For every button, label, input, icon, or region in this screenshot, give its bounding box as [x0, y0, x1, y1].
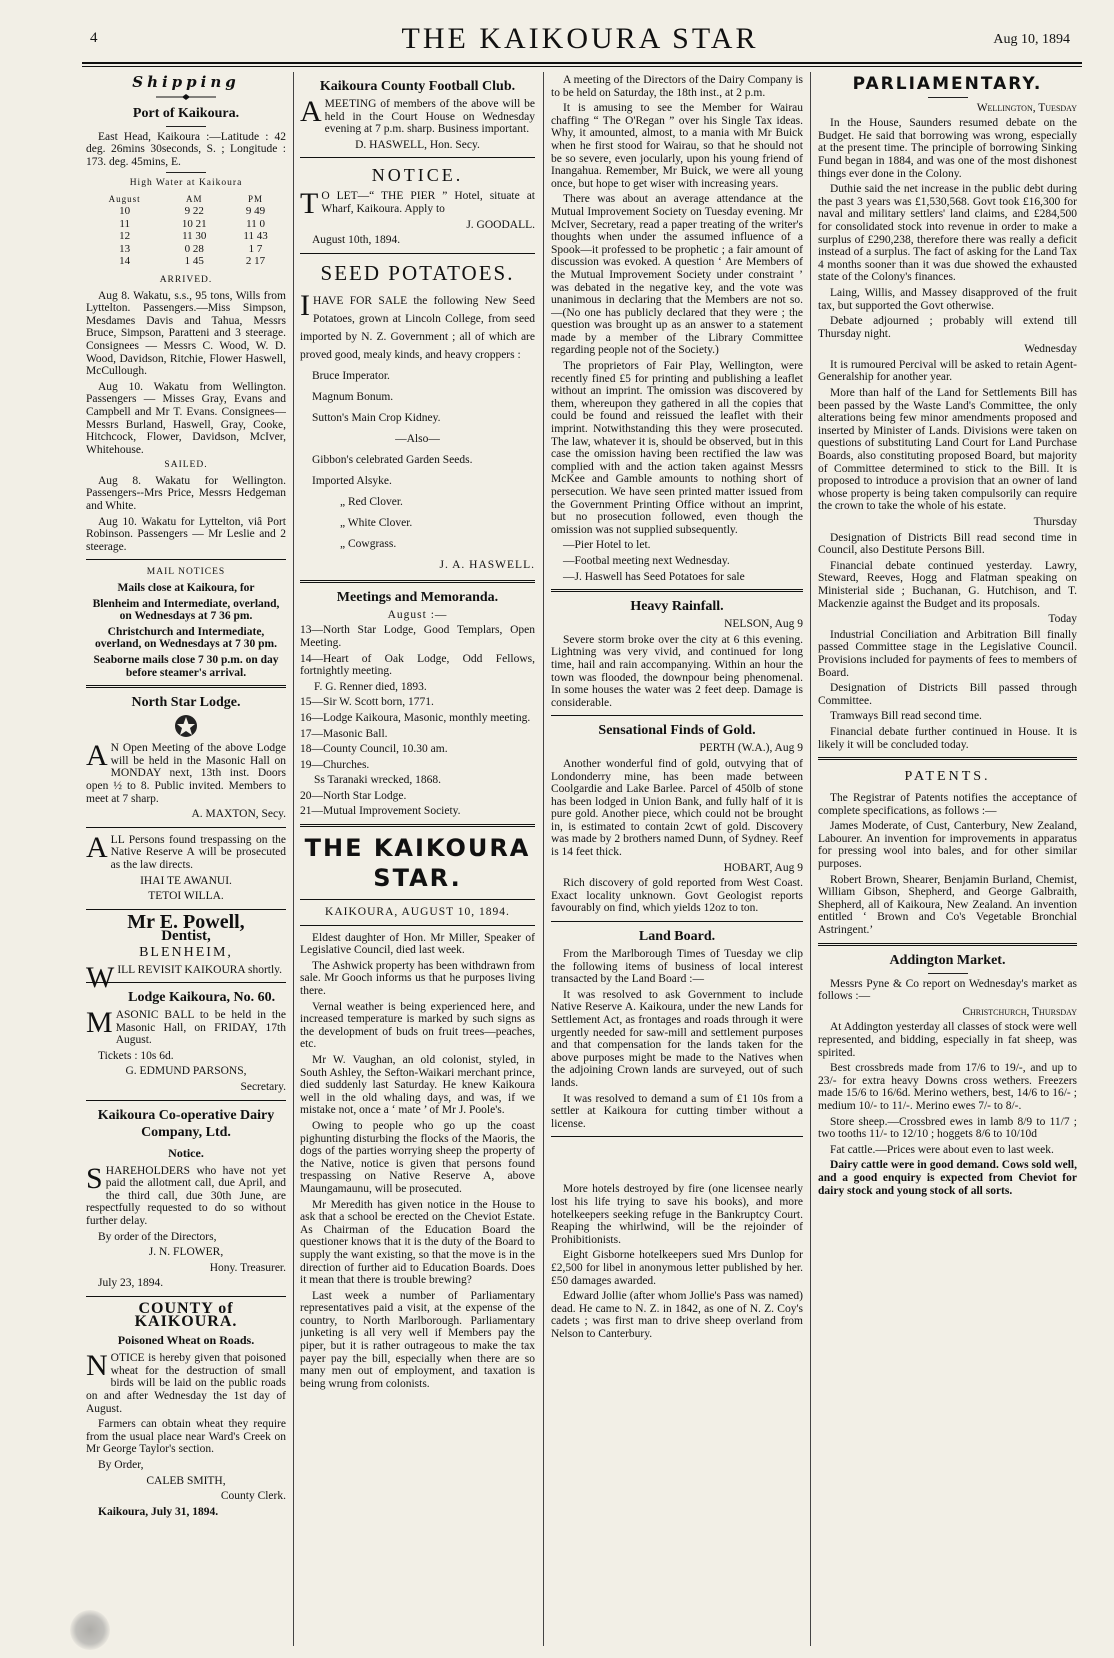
rainfall-body: Severe storm broke over the city at 6 this evening. Lightning was very vivid, and continued for long time, hail and rain accompanying. Within an hour the town was flooded, the downpour being phenomenal. In some houses the water was 2 feet deep. Damage is considerable. — [551, 633, 803, 709]
editorial-dateline: KAIKOURA, AUGUST 10, 1894. — [325, 906, 510, 919]
seed-body: HAVE FOR SALE the following New Seed Potatoes, grown at Lincoln College, from seed imported by N. Z. Government ; all of which are proved good, mealy kinds, and heavy croppers : — [300, 294, 535, 361]
brief-item: —Pier Hotel to let. — [563, 539, 651, 552]
football-body: MEETING of members of the above will be held in the Court House on Wednesday evening at 7 p.m. sharp. Business important. — [324, 98, 535, 136]
parliament-paragraph: Debate adjourned ; probably will extend till Thursday night. — [818, 315, 1077, 340]
county-order: By Order, — [98, 1458, 144, 1471]
land-paragraph: From the Marlborough Times of Tuesday we clip the following items of business of local interest transacted by the Land Board :— — [551, 948, 803, 986]
drop-cap: I — [300, 288, 310, 322]
lodge-emblem-icon — [174, 714, 198, 738]
tide-table — [86, 193, 286, 268]
county-subheading: Poisoned Wheat on Roads. — [117, 1333, 255, 1348]
drop-cap: A — [86, 739, 108, 773]
tide-col-header: AM — [185, 193, 203, 204]
column-divider — [293, 72, 294, 1646]
tide-row — [86, 255, 286, 268]
arrival-entry: Aug 10. Wakatu from Wellington. Passengers — Misses Gray, Evans and Campbell and Mr T. Evans. Consignees—Messrs Burland, Haswell, Gray, Cooke, Hitchcock, Flower, Davidson, McIver, Whitehouse. — [86, 380, 286, 456]
editorial-paragraph: Last week a number of Parliamentary representatives paid a visit, at the expense of the country, to North Marlborough. Parliamentary junketing is all very well if Members pay the piper, but it is rather outrageous to make the tax payer pay the bill, especially when there are so many men out of employment, and taxation is being wrung from colonists. — [300, 1289, 535, 1390]
meeting-item: 19—Churches. — [300, 758, 370, 771]
parliament-dateline: Today — [1048, 613, 1077, 626]
trespass-signature: IHAI TE AWANUI. — [140, 874, 232, 887]
land-heading: Land Board. — [638, 929, 716, 945]
tide-row — [86, 205, 286, 218]
parliament-dateline: Thursday — [1033, 516, 1077, 528]
parliament-paragraph: Financial debate continued yesterday. Lawry, Steward, Reeves, Hogg and Flatman speaking on Ministerial side ; Buchanan, G. Hutchison, and T. Mackenzie against the Budget and its proposals. — [818, 559, 1077, 610]
separator — [86, 909, 286, 910]
dairy-notice: Notice. — [168, 1145, 204, 1160]
parliament-paragraph: More than half of the Land for Settlements Bill has been passed by the Waste Land's Committee, the only alterations being few minor amendments proposed and inserted by Minister of Lands. Divisions were taken on questions of substituting Land Court for Land Purchase Boards, also constituting proposed Board, but majority of Committee determined to stick to the Bill. It is proposed to introduce a provision that an owner of land whose property is being taken compulsorily can require the crown to take the whole of his estate. — [818, 387, 1077, 513]
dairy-role: Hony. Treasurer. — [209, 1261, 286, 1274]
powell-body: ILL REVISIT KAIKOURA shortly. — [117, 963, 283, 976]
tide-row — [86, 218, 286, 231]
drop-cap: A — [300, 95, 322, 128]
tide-cell: 11 — [119, 217, 130, 230]
seed-ditto-item: „ Cowgrass. — [340, 537, 397, 550]
meeting-item: 17—Masonic Ball. — [300, 727, 388, 740]
land-paragraph: It was resolved to ask Government to include Native Reserve A. Kaikoura, under the new Lands for Settlement Act, as frontages and roads through it were urgently needed for saw-mill and settlement purposes and that compensation for the lands taken for the above purposes might be made to the Natives when the adjoining Crown lands are surveyed, out of such lands. — [551, 988, 803, 1089]
separator — [86, 1100, 286, 1101]
patents-paragraph: Robert Brown, Shearer, Benjamin Burland, Chemist, William Gibson, Shepherd, and George Galbraith, Shepherd, all of Kaikoura, New Zealand. An invention entitled ‘ Brown and Co's Vegetable Bronchial Astringent.’ — [818, 873, 1077, 937]
mail-line: Blenheim and Intermediate, overland, on Wednesdays at 7 36 pm. — [92, 597, 280, 623]
parliament-heading: PARLIAMENTARY. — [852, 74, 1043, 94]
parliament-paragraph: In the House, Saunders resumed debate on the Budget. He said that borrowing was wrong, especially at the present time. The principle of borrowing Sinking Fund began in 1884, and was one of the most dishonest things ever done in the Colony. — [818, 117, 1077, 180]
meetings-month: August :— — [387, 608, 448, 621]
column-3 — [551, 74, 803, 1644]
editorial-paragraph: Owing to people who go up the coast pighunting disturbing the flocks of the Maoris, the dogs of the parties worrying sheep the property of the Native, notice is given that persons found trespassing on Native Reserve A, above Maungamaunu, will be prosecuted. — [300, 1119, 535, 1195]
trespass-body: LL Persons found trespassing on the Native Reserve A will be prosecuted as the law directs. — [110, 833, 286, 871]
football-signature: D. HASWELL, Hon. Secy. — [355, 138, 480, 151]
gold-body: Another wonderful find of gold, outvying that of Londonderry mine, has been made between Coolgardie and Lake Barlee. Parcel of 450lb of stone has been lodged in Union Bank, and fully half of it is pure gold. Another piece, which could not be brought in, is estimated to contain 2cwt of gold. Discovery was made by 2 brothers named Dunn, of Sydney. Reef is 14 feet thick. — [551, 757, 803, 859]
parliament-dateline: Wellington, Tuesday — [976, 101, 1077, 114]
addington-intro: Messrs Pyne & Co report on Wednesday's market as follows :— — [818, 977, 1077, 1003]
addington-heading: Addington Market. — [889, 952, 1006, 968]
column-divider — [810, 72, 811, 1646]
tide-row — [86, 243, 286, 256]
seed-also: —Also— — [395, 432, 440, 445]
separator — [300, 580, 535, 583]
mail-line: Christchurch and Intermediate, overland, on Wednesdays at 7 30 pm. — [95, 625, 277, 651]
tide-cell: 13 — [119, 242, 131, 255]
tide-cell: 1 7 — [248, 242, 263, 255]
tide-cell: 14 — [119, 255, 131, 268]
tide-cell: 9 22 — [184, 205, 204, 218]
tide-cell: 10 — [119, 205, 131, 218]
tide-title: High Water at Kaikoura — [129, 178, 243, 189]
tide-cell: 11 0 — [246, 217, 265, 230]
ink-stain — [70, 1610, 110, 1650]
football-heading: Kaikoura County Football Club. — [319, 79, 516, 94]
notice-heading: NOTICE. — [371, 165, 464, 186]
drop-cap: A — [86, 830, 108, 864]
meeting-item: 21—Mutual Improvement Society. — [300, 805, 461, 818]
seed-item: Imported Alsyke. — [312, 474, 392, 487]
addington-paragraph: Best crossbreds made from 17/6 to 19/-, and up to 23/- for extra heavy Downs cross wethers. Freezers made 15/6 to 16/6d. Merino wethers, best, 14/6 to 16/- ; medium 10/- to 11/-. Merino ewes 7/- to 8/-. — [818, 1062, 1077, 1112]
separator — [818, 757, 1077, 760]
news-paragraph: The proprietors of Fair Play, Wellington, were recently fined £5 for printing and publishing a leaflet without an imprint. The omission was discovered by them, whereupon they gathered in all the copies that could be found and reissued the leaflet with their imprint. Notwithstanding this they were prosecuted. The law, whatever it is, should be observed, but in this case the omission having been rectified the law was complied with and the action taken against Messrs McKee and Gamble amounts to nothing short of persecution. We have seen printed matter issued from the Government Printing Office without an imprint, but no prosecution followed, even though the omission was not supplied subsequently. — [551, 360, 803, 536]
port-position: East Head, Kaikoura :—Latitude : 42 deg. 26mins 30seconds, S. ; Longitude : 173. deg. 45mins, E. — [86, 130, 286, 168]
rainfall-heading: Heavy Rainfall. — [630, 599, 724, 615]
separator — [86, 827, 286, 828]
drop-cap: W — [86, 960, 115, 994]
meetings-heading: Meetings and Memoranda. — [336, 589, 499, 605]
addington-paragraph: At Addington yesterday all classes of stock were well represented, and bidding, especially in fat sheep, was spirited. — [818, 1021, 1077, 1059]
north-star-signature: A. MAXTON, Secy. — [191, 808, 286, 821]
news-paragraph: Edward Jollie (after whom Jollie's Pass was named) dead. He came to N. Z. in 1842, as one of N. Z. Coy's cadets ; was first man to drive sheep overland from Nelson to Canterbury. — [551, 1290, 803, 1340]
meeting-item: 15—Sir W. Scott born, 1771. — [300, 696, 434, 709]
parliament-paragraph: Laing, Willis, and Massey disapproved of the fruit tax, but supported the Govt otherwise. — [818, 286, 1077, 312]
tide-col-header: PM — [248, 193, 264, 204]
addington-dateline: Christchurch, Thursday — [962, 1005, 1077, 1018]
mail-line: Mails close at Kaikoura, for — [117, 582, 255, 595]
parliament-paragraph: Financial debate further continued in House. It is likely it will be concluded today. — [818, 725, 1077, 751]
notice-signature: J. GOODALL. — [466, 218, 535, 231]
rainfall-dateline: NELSON, Aug 9 — [724, 618, 803, 631]
lodge60-body: ASONIC BALL to be held in the Masonic Hall, on FRIDAY, 17th August. — [115, 1009, 286, 1047]
meeting-item: Ss Taranaki wrecked, 1868. — [314, 774, 442, 787]
brief-item: —J. Haswell has Seed Potatoes for sale — [563, 570, 745, 583]
county-body-2: Farmers can obtain wheat they require from the usual place near Ward's Creek on Mr George Taylor's section. — [86, 1418, 286, 1456]
parliament-paragraph: Designation of Districts Bill read second time in Council, also Destitute Persons Bill. — [818, 531, 1077, 557]
gold-dateline: PERTH (W.A.), Aug 9 — [699, 742, 803, 755]
lodge60-signature: G. EDMUND PARSONS, — [125, 1065, 247, 1078]
drop-cap: T — [300, 187, 319, 221]
brief-item: —Footbal meeting next Wednesday. — [563, 554, 730, 567]
editorial-paragraph: Eldest daughter of Hon. Mr Miller, Speaker of Legislative Council, died last week. — [300, 931, 535, 957]
mail-line: Seaborne mails close 7 30 p.m. on day before steamer's arrival. — [93, 654, 279, 679]
drop-cap: N — [86, 1349, 108, 1383]
port-heading: Port of Kaikoura. — [132, 105, 240, 121]
dairy-order: By order of the Directors, — [98, 1230, 217, 1243]
separator — [86, 685, 286, 688]
separator — [166, 172, 206, 173]
mail-heading: MAIL NOTICES — [146, 567, 226, 578]
news-paragraph: Eight Gisborne hotelkeepers sued Mrs Dunlop for £2,500 for libel in anonymous letter published by her. £50 damages awarded. — [551, 1249, 803, 1287]
seed-item: Bruce Imperator. — [312, 369, 390, 382]
gold-dateline: HOBART, Aug 9 — [723, 861, 803, 874]
tide-cell: 2 17 — [245, 255, 266, 268]
issue-date: Aug 10, 1894 — [993, 32, 1070, 47]
tide-cell: 0 28 — [184, 242, 204, 255]
separator — [86, 982, 286, 983]
tide-row — [86, 230, 286, 243]
masthead — [80, 22, 1080, 56]
separator — [928, 973, 968, 974]
drop-cap: S — [86, 1161, 103, 1195]
separator — [551, 715, 803, 716]
seed-item: Gibbon's celebrated Garden Seeds. — [312, 453, 473, 466]
meeting-item: F. G. Renner died, 1893. — [314, 680, 427, 693]
lodge60-tickets: Tickets : 10s 6d. — [98, 1049, 174, 1062]
editorial-paragraph: Mr W. Vaughan, an old colonist, styled, in South Ashley, the Sefton-Waikari merchant prince, died suddenly last Saturday. He knew Kaikoura well in the old whaling days, and was, if we mistake not, once a ‘ mate ’ of Mr J. Poole's. — [300, 1054, 535, 1117]
dairy-date: July 23, 1894. — [98, 1277, 164, 1290]
parliament-paragraph: Designation of Districts Bill passed through Committee. — [818, 682, 1077, 707]
drop-cap: M — [86, 1006, 113, 1040]
separator — [928, 97, 968, 98]
meeting-item: 14—Heart of Oak Lodge, Odd Fellows, fortnightly meeting. — [300, 652, 535, 678]
lodge60-role: Secretary. — [240, 1081, 286, 1094]
editorial-masthead: THE KAIKOURA STAR. — [304, 834, 531, 893]
separator — [86, 559, 286, 560]
seed-heading: SEED POTATOES. — [320, 260, 515, 285]
parliament-paragraph: It is rumoured Percival will be asked to retain Agent-Generalship for another year. — [818, 358, 1077, 384]
tide-cell: 12 — [119, 230, 131, 243]
addington-paragraph: Fat cattle.—Prices were about even to last week. — [830, 1143, 1054, 1156]
north-star-heading: North Star Lodge. — [131, 695, 241, 711]
lodge60-heading: Lodge Kaikoura, No. 60. — [128, 990, 276, 1006]
notice-date: August 10th, 1894. — [312, 234, 401, 247]
seed-ditto-item: „ White Clover. — [340, 516, 413, 529]
dairy-heading: Kaikoura Co-operative Dairy Company, Ltd. — [97, 1107, 275, 1140]
meeting-item: 20—North Star Lodge. — [300, 789, 407, 802]
tide-cell: 1 45 — [184, 255, 204, 268]
county-heading: COUNTY of KAIKOURA. — [134, 1300, 238, 1330]
seed-signature: J. A. HASWELL. — [439, 558, 535, 571]
land-paragraph: It was resolved to demand a sum of £1 10s from a settler at Kaikoura for cutting timber without a license. — [551, 1092, 803, 1130]
county-role: County Clerk. — [220, 1490, 286, 1503]
parliament-paragraph: Tramways Bill read second time. — [830, 710, 982, 723]
separator — [300, 157, 535, 158]
addington-paragraph: Dairy cattle were in good demand. Cows sold well, and a good enquiry is expected from Cheviot for dairy stock and young stock of all sorts. — [818, 1159, 1077, 1197]
north-star-body: N Open Meeting of the above Lodge will be held in the Masonic Hall on MONDAY next, 13th inst. Doors open ½ to 8. Public invited. Members to meet at 7 sharp. — [86, 742, 286, 805]
arrival-entry: Aug 8. Wakatu, s.s., 95 tons, Wills from Lyttelton. Passengers.—Miss Simpson, Mesdames Davis and Tahua, Messrs Bruce, Simpson, Paratteni and 3 steerage. Consignees — Messrs C. Wood, W. D. Wood, Davidson, Ritchie, Flower Haswell, McCullough. — [86, 289, 286, 378]
column-1 — [86, 74, 286, 1644]
patents-paragraph: James Moderate, of Cust, Canterbury, New Zealand, Labourer. An invention for improvements in apparatus for pressing wool into bales, and for other similar purposes. — [818, 820, 1077, 871]
separator — [551, 921, 803, 922]
tide-cell: 9 49 — [245, 205, 266, 218]
paper-title: THE KAIKOURA STAR — [401, 22, 759, 55]
meeting-item: 13—North Star Lodge, Good Templars, Open Meeting. — [300, 624, 535, 649]
masthead-rule — [82, 62, 1082, 64]
editorial-paragraph: The Ashwick property has been withdrawn from sale. Mr Gooch informs us that he purposes living there. — [300, 959, 535, 998]
patents-heading: PATENTS. — [904, 769, 991, 785]
dairy-body: HAREHOLDERS who have not yet paid the allotment call, due April, and the third call, due 30th June, are respectfully requested to do so without further delay. — [86, 1164, 286, 1228]
parliament-paragraph: Industrial Conciliation and Arbitration Bill finally passed Committee stage in the Legislative Council. Provisions included for payments of fees to members of Board. — [818, 628, 1077, 679]
sailing-entry: Aug 10. Wakatu for Lyttelton, viâ Port Robinson. Passengers — Mr Leslie and 2 steerage. — [86, 515, 286, 553]
county-date: Kaikoura, July 31, 1894. — [98, 1505, 219, 1518]
column-divider — [543, 72, 544, 1646]
separator — [551, 1136, 803, 1137]
tide-header-row — [86, 193, 286, 206]
separator — [300, 253, 535, 254]
powell-heading: Mr E. Powell, — [127, 910, 245, 933]
meeting-item: 18—County Council, 10.30 am. — [300, 743, 448, 756]
ornament-rule-icon — [156, 93, 216, 101]
seed-item: Magnum Bonum. — [312, 390, 394, 403]
parliament-dateline: Wednesday — [1024, 343, 1077, 356]
sailing-entry: Aug 8. Wakatu for Wellington. Passengers--Mrs Price, Messrs Hedgeman and White. — [86, 474, 286, 513]
parliament-paragraph: Duthie said the net increase in the public debt during the past 3 years was £1,530,568. Govt took £16,300 for naval and military settlers' land claims, and £284,500 for consolidated stock into revenue in order to make a surplus of £290,238, therefore there was really a deficit instead of a surplus. The fact of asking for the Land Tax 4 months sooner than it was due showed the exhausted state of the Colony's finances. — [818, 183, 1077, 284]
separator — [551, 589, 803, 592]
tide-cell: 10 21 — [181, 217, 207, 230]
news-paragraph: A meeting of the Directors of the Dairy Company is to be held on Saturday, the 18th inst., at 2 p.m. — [551, 74, 803, 99]
separator — [166, 126, 206, 127]
editorial-paragraph: Vernal weather is being experienced here, and increased temperature is marked by such signs as the development of buds on fruit trees—peaches, etc. — [300, 1000, 535, 1051]
editorial-paragraph: Mr Meredith has given notice in the House to ask that a school be erected on the Cheviot Estate. As Chairman of the Education Board the questioner knows that it is the duty of the Board to supply the want existing, so that the move is in the direction of further aid to Education Boards. Does it mean that there is trouble brewing? — [300, 1198, 535, 1287]
county-signature: CALEB SMITH, — [146, 1474, 226, 1487]
separator — [818, 943, 1077, 946]
patents-paragraph: The Registrar of Patents notifies the acceptance of complete specifications, as follows :— — [818, 792, 1077, 817]
separator — [86, 1296, 286, 1297]
separator — [300, 925, 535, 926]
meeting-item: 16—Lodge Kaikoura, Masonic, monthly meeting. — [300, 711, 531, 724]
column-4 — [818, 74, 1077, 1644]
sailed-label: SAILED. — [164, 460, 208, 471]
tide-col-header: August — [108, 193, 141, 204]
separator — [300, 824, 535, 827]
powell-title: Dentist, — [161, 928, 211, 945]
gold-heading: Sensational Finds of Gold. — [598, 723, 756, 739]
gold-body: Rich discovery of gold reported from West Coast. Exact locality unknown. Govt Geologist reports favourably on find, which yields 12oz to ton. — [551, 877, 803, 915]
page-number: 4 — [90, 30, 98, 46]
tide-cell: 11 43 — [243, 230, 268, 243]
seed-item: Sutton's Main Crop Kidney. — [312, 411, 441, 424]
dairy-signature: J. N. FLOWER, — [148, 1246, 224, 1259]
seed-ditto-item: „ Red Clover. — [340, 495, 403, 508]
masthead-rule-thin — [82, 66, 1082, 67]
column-2 — [300, 74, 535, 1644]
tide-cell: 11 30 — [182, 230, 207, 243]
news-paragraph: There was about an average attendance at the Mutual Improvement Society on Tuesday evening. Mr McIver, Secretary, read a paper treating of the writer's thoughts when under the assumed influence of a Spook—it professed to be prophetic ; a fair amount of discussion was evoked. A question ‘ Are Members of the Mutual Improvement Society under constraint ’ was debated in the negative key, and the vote was unanimous in declaring that the Members are not so.—(No one has publicly declared that they were ; the question was brought up as an answer to a statement made by a member of the Library Committee regarding people not of the Society.) — [551, 193, 803, 357]
county-body: OTICE is hereby given that poisoned wheat for the destruction of small birds will be laid on the public roads on and after Wednesday the 1st day of August. — [86, 1352, 286, 1415]
arrived-label: ARRIVED. — [159, 274, 213, 285]
addington-paragraph: Store sheep.—Crossbred ewes in lamb 8/9 to 11/7 ; two tooths 11/- to 12/10 ; hoggets 8/6 to 10/10d — [818, 1115, 1077, 1141]
separator — [300, 899, 535, 900]
notice-body: O LET—“ THE PIER ” Hotel, situate at Wharf, Kaikoura. Apply to — [321, 190, 535, 215]
trespass-signature: TETOI WILLA. — [148, 890, 224, 903]
news-paragraph: It is amusing to see the Member for Wairau chaffing “ The O'Regan ” over his Single Tax ideas. Why, it amounted, almost, to a mania with Mr Buick when he first stood for Wairau, so that he should not be so severe, even jocularly, upon his young friend of Inangahua. Remember, Mr Buick, we were all young once, but hope to get wiser with increasing years. — [551, 102, 803, 190]
powell-place: BLENHEIM, — [139, 944, 233, 960]
news-paragraph: More hotels destroyed by fire (one licensee nearly lost his life trying to save his books), and more hotelkeepers seeking refuge in the Bankruptcy Court. Reaping the whirlwind, will be the rejoinder of Prohibitionists. — [551, 1183, 803, 1246]
shipping-heading: Shipping — [132, 74, 240, 91]
